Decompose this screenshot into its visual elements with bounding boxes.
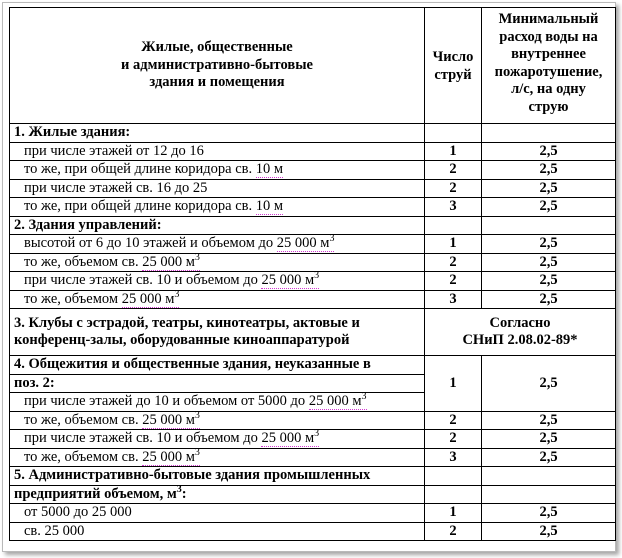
header-flow-line6: струю [528, 98, 569, 115]
row-description: то же, при общей длине коридора св. 10 м [10, 198, 425, 217]
row-description: при числе этажей св. 10 и объемом до 25 000 $м^3$ [10, 430, 425, 449]
table-row [10, 253, 616, 272]
table-row [10, 290, 616, 309]
linked-term: 25 000 $м^3$ [276, 233, 335, 251]
jet-count: 1 [425, 504, 482, 523]
header-flow-line3: внутреннее [511, 46, 586, 63]
linked-term: 25 000 $м^3$ [261, 428, 320, 446]
flow-value: 2,5 [482, 504, 616, 523]
jet-count: 1 [425, 356, 482, 412]
jet-count: 3 [425, 198, 482, 217]
table-row [10, 448, 616, 467]
table-row [10, 504, 616, 523]
jet-count: 3 [425, 448, 482, 467]
flow-value: 2,5 [482, 198, 616, 217]
norm-reference [425, 309, 616, 356]
header-flow-line2: расход воды на [499, 28, 598, 45]
flow-value: 2,5 [482, 448, 616, 467]
flow-value: 2,5 [482, 430, 616, 449]
table-row [10, 198, 616, 217]
row-description: то же, при общей длине коридора св. 10 м [10, 161, 425, 180]
section-title-row [10, 467, 616, 486]
table-row [10, 411, 616, 430]
flow-value: 2,5 [482, 235, 616, 254]
flow-value: 2,5 [482, 411, 616, 430]
section-5-title: 5. Административно-бытовые здания промышленных [10, 467, 425, 486]
table-row [10, 161, 616, 180]
jet-count: 2 [425, 179, 482, 198]
norm-reference-line1: Согласно [489, 314, 551, 331]
row-description: св. 25 000 [10, 522, 425, 541]
table-row [10, 522, 616, 541]
header-jet-count [425, 8, 482, 124]
section-4-title: 4. Общежития и общественные здания, неуказанные в [10, 356, 425, 375]
table-row [10, 179, 616, 198]
flow-value: 2,5 [482, 522, 616, 541]
jet-count: 2 [425, 522, 482, 541]
flow-value: 2,5 [482, 253, 616, 272]
flow-value: 2,5 [482, 161, 616, 180]
table-row [10, 142, 616, 161]
jet-count: 2 [425, 161, 482, 180]
jet-count: 2 [425, 272, 482, 291]
row-description: при числе этажей до 10 и объемом от 5000 до 25 000 $м^3$ [10, 393, 425, 412]
fire-water-table [9, 7, 616, 541]
header-count-line1: Число [432, 48, 474, 65]
linked-term: 25 000 $м^3$ [261, 270, 320, 288]
table-row [10, 430, 616, 449]
linked-term: 25 000 $м^3$ [142, 409, 200, 428]
header-flow-rate [482, 8, 616, 124]
jet-count: 1 [425, 235, 482, 254]
jet-count: 1 [425, 142, 482, 161]
table-row [10, 309, 616, 356]
document-frame [2, 2, 616, 552]
linked-term: 10 м [255, 198, 284, 214]
section-4-title-cont: поз. 2: [10, 374, 425, 393]
section-5-title-cont: предприятий объемом, $м^3$: [10, 485, 425, 504]
norm-reference-line2: СНиП 2.08.02-89* [462, 332, 578, 348]
linked-term: 25 000 $м^3$ [142, 446, 200, 465]
row-description: то же, объемом 25 000 $м^3$ [10, 290, 425, 309]
flow-value: 2,5 [482, 179, 616, 198]
header-buildings-line3: здания и помещения [149, 74, 285, 91]
header-flow-line4: пожаротушение, [494, 63, 603, 80]
section-2-title: 2. Здания управлений: [10, 216, 425, 235]
section-3-line2: конференц-залы, оборудованные киноаппаратурой [14, 332, 350, 348]
section-title-row [10, 356, 616, 375]
jet-count: 2 [425, 411, 482, 430]
table-header-row [10, 8, 616, 124]
row-description: то же, объемом св. 25 000 $м^3$ [10, 411, 425, 430]
row-description: то же, объемом св. 25 000 $м^3$ [10, 448, 425, 467]
jet-count: 2 [425, 430, 482, 449]
linked-term: 25 000 $м^3$ [308, 391, 367, 409]
table-row [10, 235, 616, 254]
row-description: при числе этажей св. 10 и объемом до 25 000 $м^3$ [10, 272, 425, 291]
section-3-title [10, 309, 425, 356]
flow-value: 2,5 [482, 290, 616, 309]
header-flow-line1: Минимальный [498, 11, 599, 27]
row-description: то же, объемом св. 25 000 $м^3$ [10, 253, 425, 272]
row-description: от 5000 до 25 000 [10, 504, 425, 523]
header-buildings-line1: Жилые, общественные [141, 39, 293, 56]
header-buildings-line2: и административно-бытовые [121, 56, 313, 73]
jet-count: 3 [425, 290, 482, 309]
row-description: при числе этажей от 12 до 16 [10, 142, 425, 161]
section-title-row [10, 216, 616, 235]
linked-term: 25 000 $м^3$ [142, 251, 200, 270]
header-buildings [10, 8, 425, 124]
linked-term: 25 000 $м^3$ [121, 288, 180, 307]
header-count-line2: струй [434, 66, 472, 83]
section-1-title: 1. Жилые здания: [10, 124, 425, 143]
table-row [10, 272, 616, 291]
flow-value: 2,5 [482, 356, 616, 412]
linked-term: 10 м [255, 161, 284, 177]
row-description: высотой от 6 до 10 этажей и объемом до 25 000 $м^3$ [10, 235, 425, 254]
flow-value: 2,5 [482, 272, 616, 291]
section-title-row [10, 124, 616, 143]
flow-value: 2,5 [482, 142, 616, 161]
section-3-line1: 3. Клубы с эстрадой, театры, кинотеатры, актовые и [14, 314, 360, 331]
jet-count: 2 [425, 253, 482, 272]
header-flow-line5: л/с, на одну [511, 81, 586, 98]
section-title-row [10, 485, 616, 504]
row-description: при числе этажей св. 16 до 25 [10, 179, 425, 198]
